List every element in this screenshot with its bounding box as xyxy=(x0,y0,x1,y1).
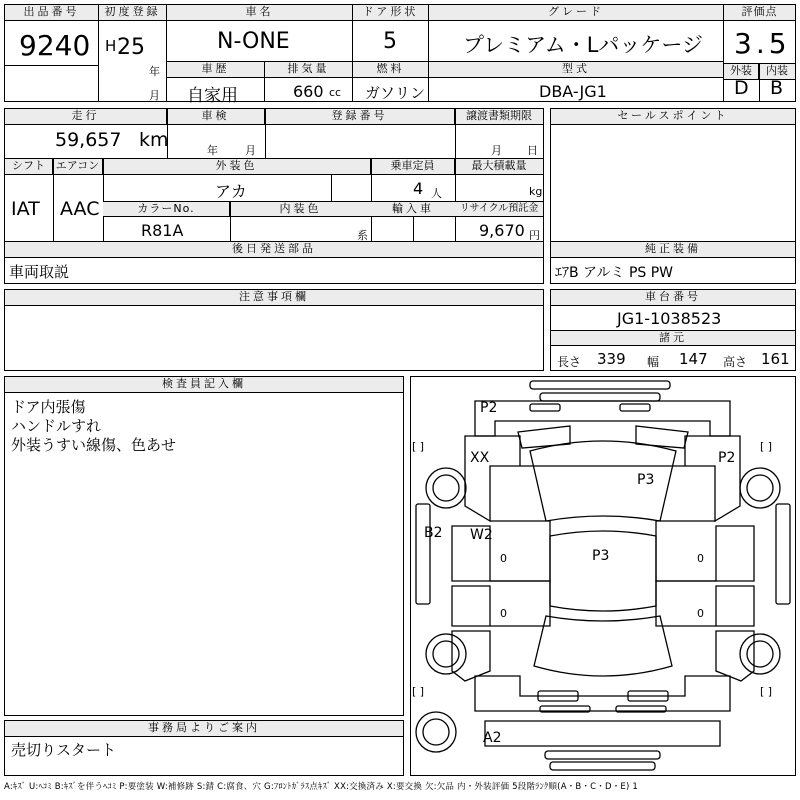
length: 339 xyxy=(597,350,626,368)
genuine-label: 純正装備 xyxy=(551,242,795,258)
fuel: ガソリン xyxy=(365,84,426,102)
height: 161 xyxy=(761,350,790,368)
mileage: 59,657 xyxy=(55,129,122,151)
lot-number-label: 出品番号 xyxy=(5,5,98,21)
year-unit: 年 xyxy=(149,65,160,78)
mark-b2: B2 xyxy=(424,525,443,541)
shift: IAT xyxy=(11,198,40,220)
caution-box xyxy=(4,289,544,371)
first-reg-cell xyxy=(98,4,167,102)
inspection-label: 車検 xyxy=(167,109,265,125)
car-name-label: 車名 xyxy=(167,5,352,21)
bracket-3: [ ] xyxy=(412,685,425,698)
zero-4: 0 xyxy=(697,607,704,620)
inspector-line-3: 外装うすい線傷、色あせ xyxy=(11,436,177,454)
genuine-box xyxy=(550,241,796,284)
car-name: N-ONE xyxy=(217,29,290,54)
history: 自家用 xyxy=(187,86,238,106)
first-reg-label: 初度登録 xyxy=(99,5,166,21)
color-no: R81A xyxy=(141,221,184,240)
doors: 5 xyxy=(383,29,397,54)
history-label: 車歴 xyxy=(167,62,264,78)
mark-p2-right: P2 xyxy=(718,450,736,466)
bracket-4: [ ] xyxy=(760,685,773,698)
grade-cell xyxy=(428,4,724,62)
car-name-cell xyxy=(166,4,353,62)
transfer-day-unit: 日 xyxy=(527,144,538,157)
mark-a2: A2 xyxy=(483,730,502,746)
mileage-unit: km xyxy=(139,129,169,151)
mark-xx: XX xyxy=(470,450,490,466)
color: アカ xyxy=(215,182,247,201)
inspector-line-1: ドア内張傷 xyxy=(11,398,86,416)
capacity-unit: 人 xyxy=(431,187,442,200)
genuine: ｴｱB アルミ PS PW xyxy=(555,265,674,281)
ac: AAC xyxy=(60,198,100,220)
displacement-unit: cc xyxy=(329,86,342,99)
model: DBA-JG1 xyxy=(539,82,607,101)
color-no-label: カラーNo. xyxy=(103,202,230,217)
mark-p3-hood: P3 xyxy=(637,472,655,488)
int-color-label: 内装色 xyxy=(230,202,371,217)
fuel-cell xyxy=(352,61,429,102)
bracket-1: [ ] xyxy=(412,440,425,453)
later-parts-label: 後日発送部品 xyxy=(5,242,543,258)
inspector-box xyxy=(4,376,404,716)
interior-score: B xyxy=(770,77,784,99)
width-label: 幅 xyxy=(647,355,660,369)
chassis: JG1-1038523 xyxy=(617,309,722,328)
exterior-score: D xyxy=(734,77,749,99)
door-label: ドア形状 xyxy=(353,5,428,21)
model-cell xyxy=(428,61,724,102)
inspection-month-unit: 月 xyxy=(245,144,256,157)
recycle-label: リサイクル預託金 xyxy=(455,202,543,217)
score-cell xyxy=(723,4,796,102)
month-unit: 月 xyxy=(149,89,160,102)
bracket-2: [ ] xyxy=(760,440,773,453)
grade: プレミアム・Lパッケージ xyxy=(463,33,703,57)
score: 3.5 xyxy=(734,27,791,60)
ac-label: エアコン xyxy=(53,159,103,175)
lot-number: 9240 xyxy=(19,29,91,62)
width: 147 xyxy=(679,350,708,368)
score-label: 評価点 xyxy=(724,5,795,21)
capacity-label: 乗車定員 xyxy=(371,159,455,175)
chassis-label: 車台番号 xyxy=(551,290,795,306)
dims-label: 諸元 xyxy=(551,331,795,346)
chassis-box xyxy=(550,289,796,371)
spec-block xyxy=(4,108,544,284)
grade-label: グレード xyxy=(429,5,723,21)
load-label: 最大積載量 xyxy=(455,159,543,175)
door-cell xyxy=(352,4,429,62)
exterior-label: 外装 xyxy=(724,64,759,80)
first-reg-year: 25 xyxy=(117,35,145,60)
car-diagram xyxy=(410,376,796,776)
legend-footer: A:ｷｽﾞ U:ﾍｺﾐ B:ｷｽﾞを伴うﾍｺﾐ P:要塗装 W:補修跡 S:錆 C:腐食、穴 G:ﾌﾛﾝﾄｶﾞﾗｽ点ｷｽﾞ XX:交換済み X:要交換 欠:欠品 内・外装評価 5段階ﾗﾝｸ順(A・B・C・D・E) 1 xyxy=(4,782,639,792)
mark-p3-roof: P3 xyxy=(592,548,610,564)
length-label: 長さ xyxy=(557,355,582,369)
interior-label: 内装 xyxy=(759,64,795,80)
inspector-label: 検査員記入欄 xyxy=(5,377,403,393)
color-label: 外装色 xyxy=(103,159,371,175)
recycle: 9,670 xyxy=(479,221,525,240)
office-box xyxy=(4,720,404,776)
transfer-label: 譲渡書類期限 xyxy=(455,109,543,125)
capacity: 4 xyxy=(413,179,424,198)
displacement-label: 排気量 xyxy=(265,62,352,78)
height-label: 高さ xyxy=(723,355,748,369)
sales-point-label: セールスポイント xyxy=(551,109,795,125)
displacement-cell xyxy=(264,61,353,102)
zero-1: 0 xyxy=(500,552,507,565)
fuel-label: 燃料 xyxy=(353,62,428,78)
later-parts: 車両取説 xyxy=(9,263,70,281)
zero-2: 0 xyxy=(500,607,507,620)
transfer-month-unit: 月 xyxy=(491,144,502,157)
int-color-unit: 系 xyxy=(357,229,368,242)
displacement: 660 xyxy=(293,82,324,101)
inspector-line-2: ハンドルすれ xyxy=(11,417,102,435)
model-label: 型式 xyxy=(429,62,723,78)
lot-number-cell xyxy=(4,4,99,102)
shift-label: シフト xyxy=(5,159,53,175)
office-label: 事務局よりご案内 xyxy=(5,721,403,737)
sales-point-box xyxy=(550,108,796,242)
era: H xyxy=(105,37,117,55)
inspection-year-unit: 年 xyxy=(207,144,218,157)
import-label: 輸入車 xyxy=(371,202,455,217)
recycle-unit: 円 xyxy=(529,229,540,242)
mark-w2: W2 xyxy=(470,527,493,543)
caution-label: 注意事項欄 xyxy=(5,290,543,306)
load-unit: kg xyxy=(529,185,543,198)
reg-no-label: 登録番号 xyxy=(265,109,455,125)
mileage-label: 走行 xyxy=(5,109,167,125)
history-cell xyxy=(166,61,265,106)
office: 売切りスタート xyxy=(11,741,117,759)
zero-3: 0 xyxy=(697,552,704,565)
mark-p2-front: P2 xyxy=(480,400,498,416)
